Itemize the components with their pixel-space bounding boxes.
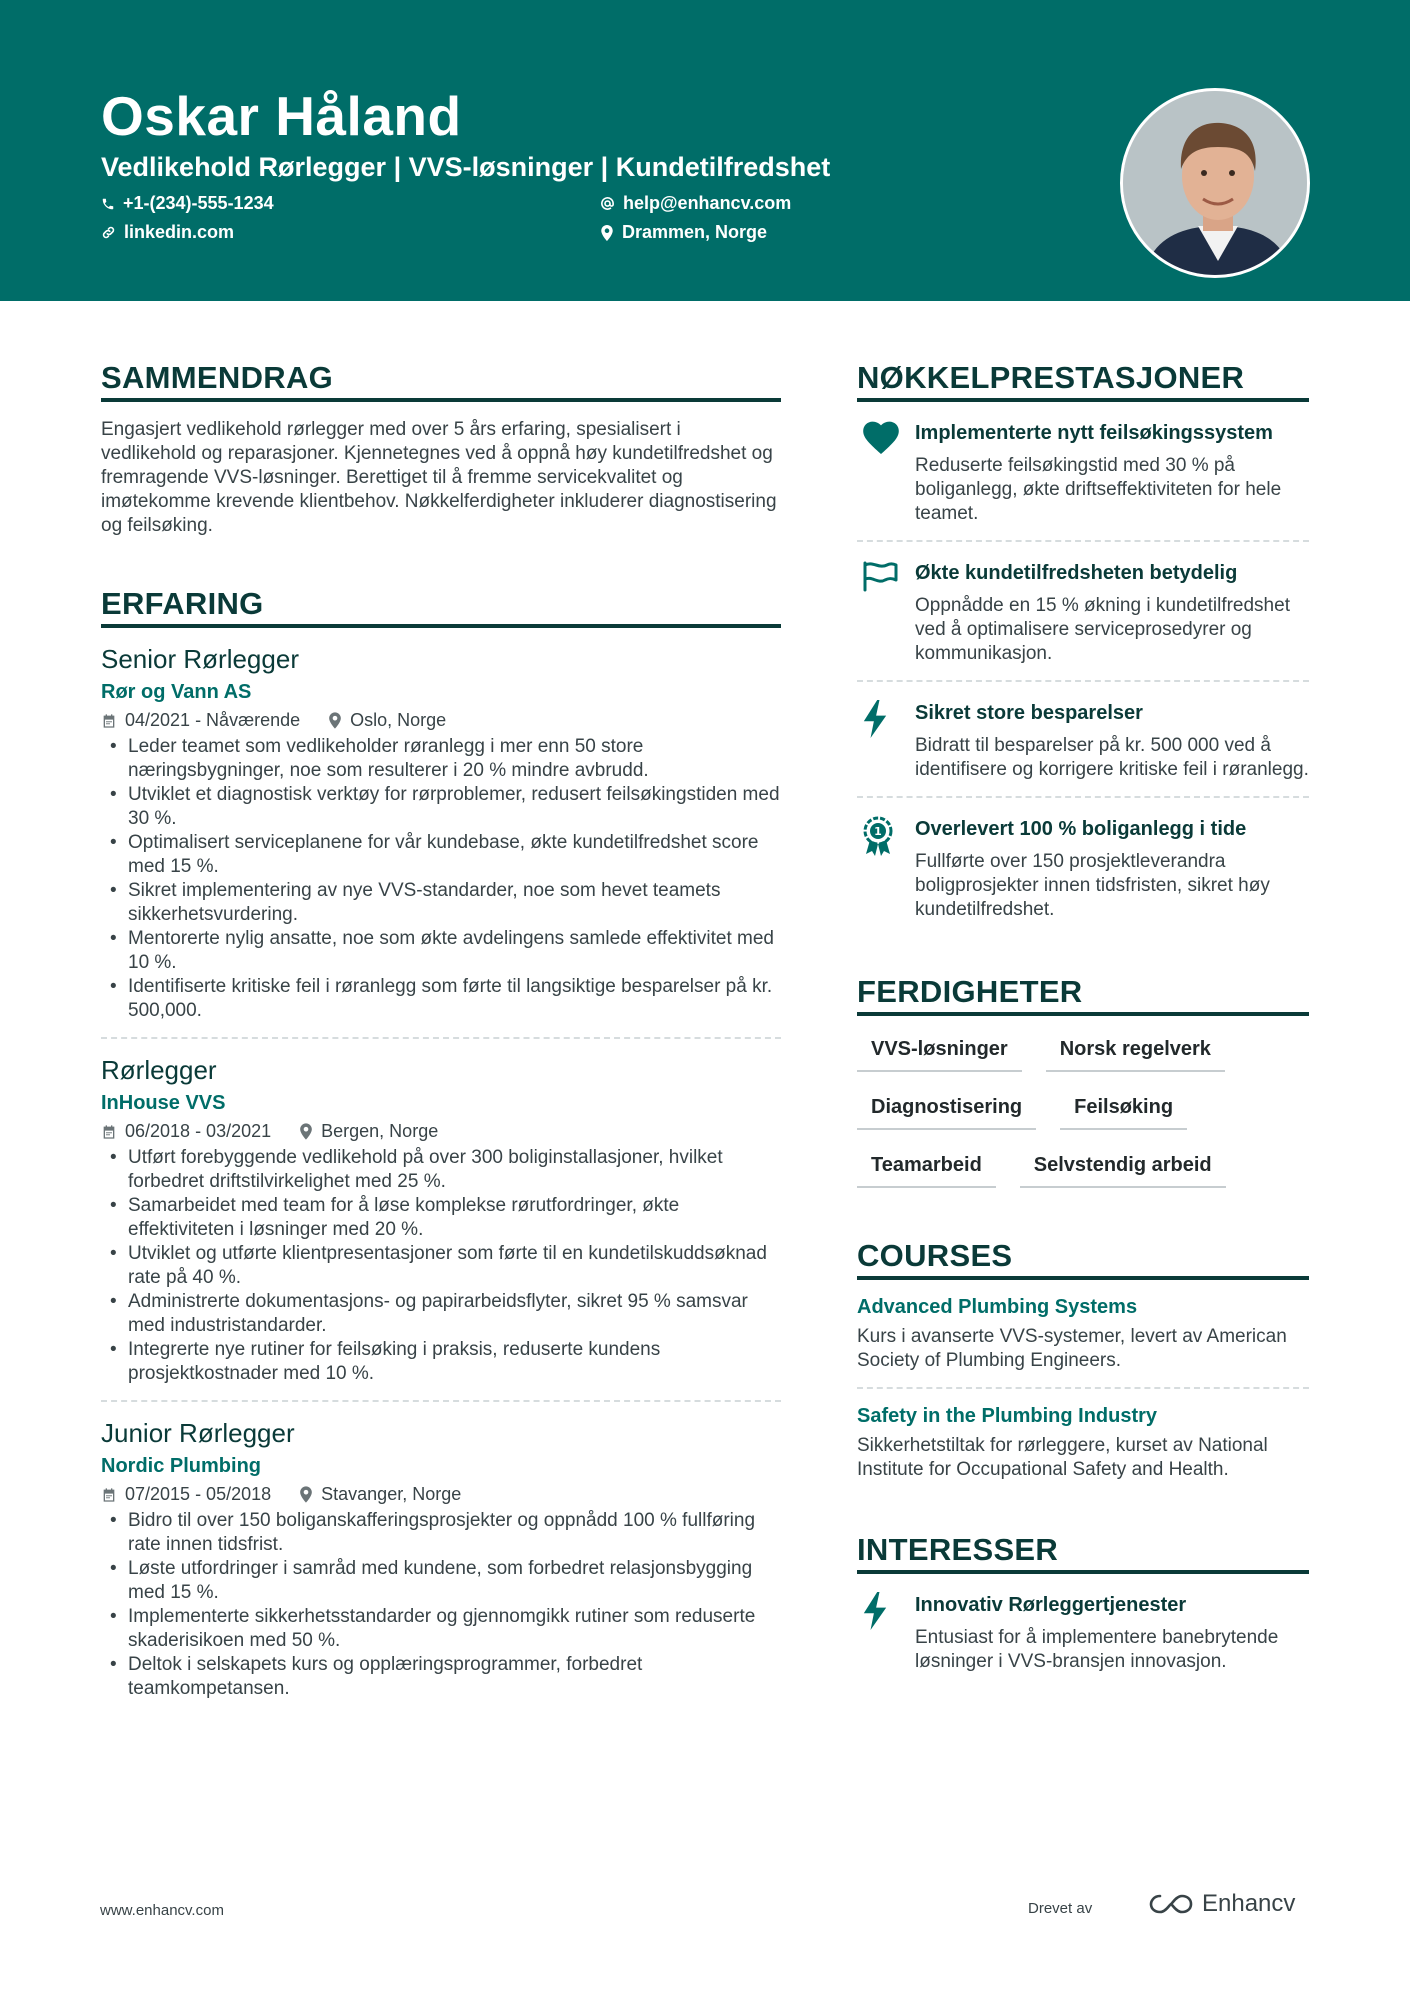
achievement-item	[857, 682, 1309, 798]
phone-text: +1-(234)-555-1234	[123, 193, 274, 213]
course-title: Advanced Plumbing Systems	[857, 1296, 1138, 1318]
contact-phone[interactable]	[101, 193, 274, 214]
skill-tag: Selvstendig arbeid	[1020, 1146, 1226, 1188]
divider	[101, 1400, 781, 1402]
phone-icon	[101, 197, 115, 211]
heart-icon	[857, 420, 915, 526]
job-meta	[101, 1121, 781, 1142]
achievement-desc: Bidratt til besparelser på kr. 500 000 ved å identifisere og korrigere kritiske feil i røranlegg.	[915, 735, 1309, 780]
lightning-icon	[857, 1592, 915, 1674]
location-text: Drammen, Norge	[622, 222, 768, 242]
job-bullets	[101, 1509, 781, 1701]
map-pin-icon	[299, 1486, 313, 1503]
job-meta	[101, 710, 781, 731]
interest-desc: Entusiast for å implementere banebrytende løsninger i VVS-bransjen innovasjon.	[915, 1627, 1279, 1672]
flag-icon	[857, 560, 915, 666]
footer-brand-text: Enhancv	[1202, 1890, 1296, 1917]
contact-linkedin[interactable]	[101, 222, 234, 243]
achievement-title: Overlevert 100 % boliganlegg i tide	[915, 818, 1247, 840]
job-company: Rør og Vann AS	[101, 681, 252, 703]
left-column	[101, 360, 781, 1701]
job-bullet: • Mentorerte nylig ansatte, noe som økte avdelingens samlede effektivitet med 10 %.	[101, 927, 781, 975]
skill-tag: Diagnostisering	[857, 1088, 1036, 1130]
course-title: Safety in the Plumbing Industry	[857, 1405, 1158, 1427]
course-desc: Sikkerhetstiltak for rørleggere, kurset av National Institute for Occupational Safety and Health.	[857, 1435, 1268, 1480]
header	[0, 0, 1410, 301]
job-bullet: • Utført forebyggende vedlikehold på over 300 boliginstallasjoner, hvilket forbedret driftstilvirkelighet med 25 %.	[101, 1146, 781, 1194]
avatar	[1120, 88, 1310, 278]
interest-title: Innovativ Rørleggertjenester	[915, 1594, 1187, 1616]
job-location-text: Oslo, Norge	[350, 710, 447, 730]
footer-powered-by: Drevet av	[1028, 1900, 1093, 1917]
map-pin-icon	[328, 712, 342, 729]
job-bullet: • Integrerte nye rutiner for feilsøking i praksis, reduserte kundens prosjektkostnader med 10 %.	[101, 1338, 781, 1386]
interests-heading: INTERESSER	[857, 1532, 1309, 1574]
job-bullet: • Samarbeidet med team for å løse komplekse rørutfordringer, økte effektiviteten i løsninger med 20 %.	[101, 1194, 781, 1242]
right-column	[857, 360, 1309, 1688]
calendar-icon	[101, 1487, 117, 1503]
email-text: help@enhancv.com	[623, 193, 792, 213]
candidate-name: Oskar Håland	[101, 85, 462, 147]
job-bullet: • Utviklet og utførte klientpresentasjoner som førte til en kundetilskuddsøknad rate på 40 %.	[101, 1242, 781, 1290]
divider	[101, 1037, 781, 1039]
job-bullet: • Løste utfordringer i samråd med kundene, som forbedret relasjonsbygging med 15 %.	[101, 1557, 781, 1605]
job-meta	[101, 1484, 781, 1505]
job-bullet: • Deltok i selskapets kurs og opplæringsprogrammer, forbedret teamkompetansen.	[101, 1653, 781, 1701]
award-icon	[857, 816, 915, 922]
job-entry	[101, 1055, 781, 1402]
job-title: Junior Rørlegger	[101, 1418, 295, 1448]
job-location	[299, 1121, 438, 1142]
lightning-icon	[857, 700, 915, 782]
job-title: Rørlegger	[101, 1055, 217, 1085]
job-location	[299, 1484, 461, 1505]
achievements-heading: NØKKELPRESTASJONER	[857, 360, 1309, 402]
job-location	[328, 710, 446, 731]
job-bullets	[101, 1146, 781, 1386]
summary-heading: SAMMENDRAG	[101, 360, 781, 402]
skills-heading: FERDIGHETER	[857, 974, 1309, 1016]
job-company: InHouse VVS	[101, 1092, 226, 1114]
calendar-icon	[101, 713, 117, 729]
job-dates: 07/2015 - 05/2018	[125, 1484, 272, 1504]
achievement-desc: Fullførte over 150 prosjektleverandra boligprosjekter innen tidsfristen, sikret høy kundetilfredshet.	[915, 851, 1270, 920]
achievement-item	[857, 402, 1309, 542]
contact-email[interactable]	[600, 193, 791, 214]
course-item	[857, 1280, 1309, 1389]
achievement-item	[857, 798, 1309, 936]
achievement-item	[857, 542, 1309, 682]
interest-item	[857, 1574, 1309, 1688]
job-bullet: • Leder teamet som vedlikeholder røranlegg i mer enn 50 store næringsbygninger, noe som resulterer i 20 % mindre avbrudd.	[101, 735, 781, 783]
skill-tag: Norsk regelverk	[1046, 1030, 1225, 1072]
job-title: Senior Rørlegger	[101, 644, 299, 674]
job-company: Nordic Plumbing	[101, 1455, 261, 1477]
job-bullet: • Utviklet et diagnostisk verktøy for rørproblemer, redusert feilsøkingstiden med 30 %.	[101, 783, 781, 831]
map-pin-icon	[600, 225, 614, 241]
at-icon	[600, 196, 615, 211]
candidate-tagline: Vedlikehold Rørlegger | VVS-løsninger | Kundetilfredshet	[101, 152, 831, 182]
job-bullet: • Bidro til over 150 boliganskafferingsprosjekter og oppnådd 100 % fullføring rate innen tidsfrist.	[101, 1509, 781, 1557]
job-location-text: Bergen, Norge	[321, 1121, 439, 1141]
achievement-desc: Reduserte feilsøkingstid med 30 % på boliganlegg, økte driftseffektiviteten for hele teamet.	[915, 455, 1282, 524]
courses-heading: COURSES	[857, 1238, 1309, 1280]
footer-url[interactable]: www.enhancv.com	[100, 1902, 224, 1919]
achievement-title: Sikret store besparelser	[915, 702, 1143, 724]
job-bullet: • Identifiserte kritiske feil i røranlegg som førte til langsiktige besparelser på kr. 500,000.	[101, 975, 781, 1023]
job-bullet: • Implementerte sikkerhetsstandarder og gjennomgikk rutiner som reduserte skaderisikoen med 50 %.	[101, 1605, 781, 1653]
skill-tag: Teamarbeid	[857, 1146, 996, 1188]
achievement-title: Implementerte nytt feilsøkingssystem	[915, 422, 1273, 444]
svg-text:1: 1	[874, 825, 882, 838]
contact-location	[600, 222, 767, 243]
job-bullets	[101, 735, 781, 1023]
job-dates: 04/2021 - Nåværende	[125, 710, 301, 730]
course-item	[857, 1389, 1309, 1496]
job-bullet: • Optimalisert serviceplanene for vår kundebase, økte kundetilfredshet score med 15 %.	[101, 831, 781, 879]
link-icon	[101, 225, 116, 240]
map-pin-icon	[299, 1123, 313, 1140]
skill-tag: Feilsøking	[1060, 1088, 1187, 1130]
job-bullet: • Sikret implementering av nye VVS-standarder, noe som hevet teamets sikkerhetsvurdering.	[101, 879, 781, 927]
job-location-text: Stavanger, Norge	[321, 1484, 462, 1504]
experience-heading: ERFARING	[101, 586, 781, 628]
summary-text: Engasjert vedlikehold rørlegger med over 5 års erfaring, spesialisert i vedlikehold og reparasjoner. Kjennetegnes ved å oppnå høy kundetilfredshet og fremragende VVS-løsninger. Berettiget til å fremme servicekvalitet og imøtekomme krevende klientbehov. Nøkkelferdigheter inkluderer diagnostisering og feilsøking.	[101, 419, 777, 536]
job-bullet: • Administrerte dokumentasjons- og papirarbeidsflyter, sikret 95 % samsvar med industristandarder.	[101, 1290, 781, 1338]
achievement-title: Økte kundetilfredsheten betydelig	[915, 562, 1238, 584]
skill-tag: VVS-løsninger	[857, 1030, 1022, 1072]
linkedin-text: linkedin.com	[124, 222, 235, 242]
footer-brand[interactable]	[1148, 1890, 1295, 1918]
calendar-icon	[101, 1124, 117, 1140]
job-entry	[101, 644, 781, 1039]
enhancv-logo-icon	[1148, 1892, 1194, 1916]
skills-list	[857, 1030, 1309, 1204]
achievement-desc: Oppnådde en 15 % økning i kundetilfredshet ved å optimalisere serviceprosedyrer og kommunikasjon.	[915, 595, 1290, 664]
job-entry	[101, 1418, 781, 1701]
course-desc: Kurs i avanserte VVS-systemer, levert av American Society of Plumbing Engineers.	[857, 1326, 1287, 1371]
job-dates: 06/2018 - 03/2021	[125, 1121, 272, 1141]
